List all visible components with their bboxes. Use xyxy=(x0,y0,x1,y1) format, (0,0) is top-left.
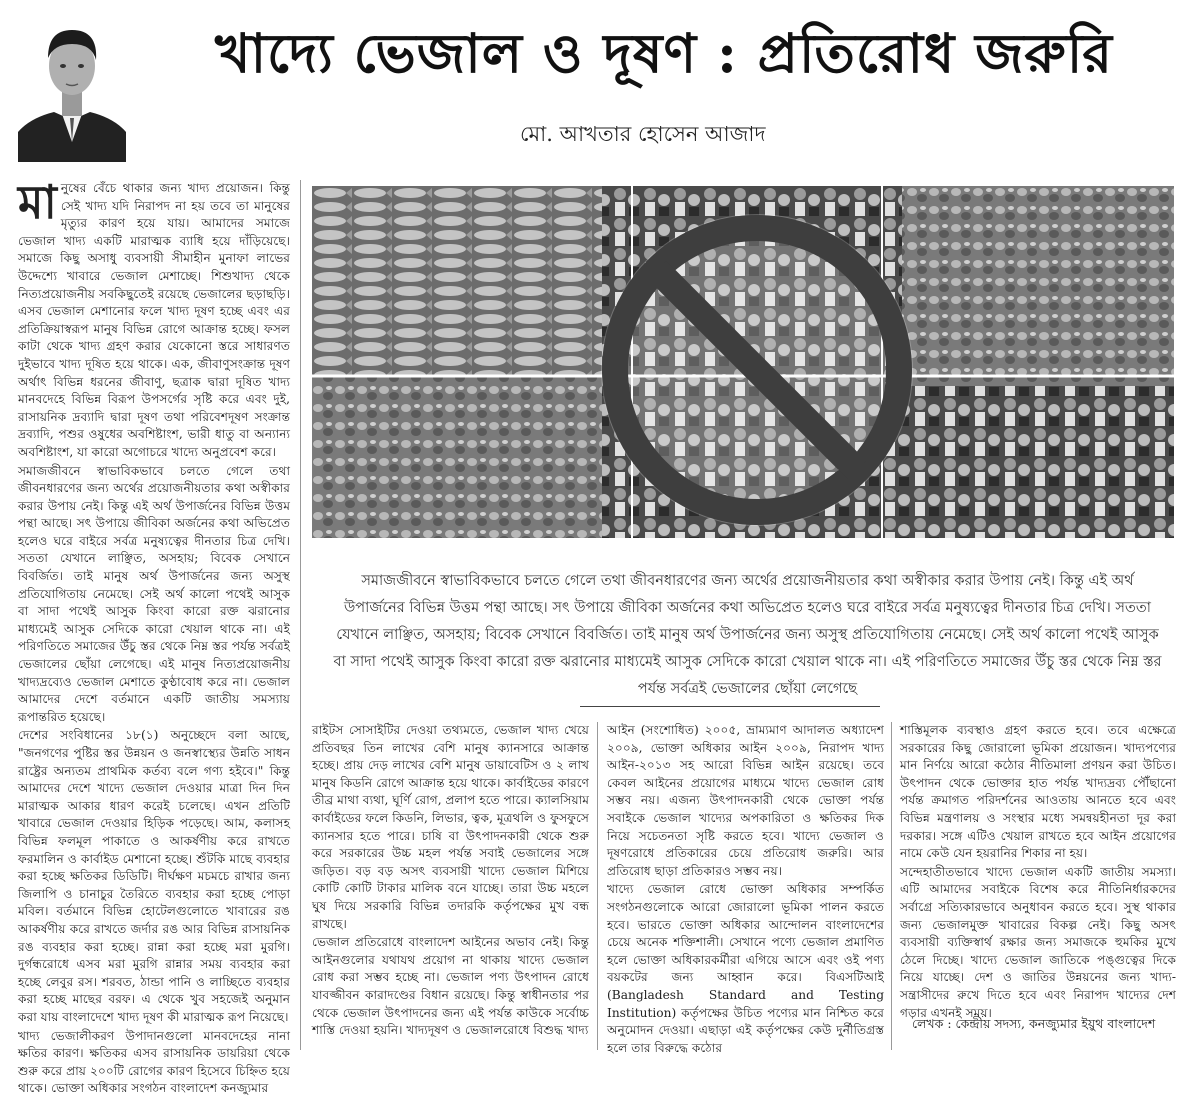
paragraph: খাদ্য ভেজালীকরণ উপাদানগুলো মানবদেহের নানা ক্ষতির কারণ। ক্ষতিকর এসব রাসায়নিক ডায়রিয়া থেকে শুরু করে প্রায় ২০০টি রোগের কারণ হিসেবে চিহ্নিত হয়ে থাকে। ভোক্তা অধিকার সংগঠন বাংলাদেশ কনজ্যুমার xyxy=(18,1028,290,1096)
feature-photo xyxy=(312,186,1174,538)
paragraph: সন্দেহাতীতভাবে খাদ্যে ভেজাল একটি জাতীয় সমস্যা। এটি আমাদের সবাইকে বিশেষ করে নীতিনির্ধারকদের সর্বাগ্রে সত্যিকারভাবে অনুধাবন করতে হবে। সুস্থ থাকার জন্য ভেজালমুক্ত খাবারের বিকল্প নেই। কিছু অসৎ ব্যবসায়ী ব্যক্তিস্বার্থ রক্ষার জন্য সমাজকে হুমকির মুখে ঠেলে দিচ্ছে। খাদ্যে ভেজাল জাতিকে পঙ্গুত্বের দিকে নিয়ে যাচ্ছে। দেশ ও জাতির উন্নয়নের জন্য খাদ্য-সন্ত্রাসীদের রুখে দিতে হবে এবং নিরাপদ খাদ্যের দেশ গড়ার এখনই সময়। xyxy=(900,864,1176,1020)
dropcap: মা xyxy=(18,175,57,229)
author-note: লেখক : কেন্দ্রীয় সদস্য, কনজ্যুমার ইয়ুথ বাংলাদেশ xyxy=(912,1016,1156,1031)
paragraph: আইন (সংশোধিত) ২০০৫, ভ্রাম্যমাণ আদালত অধ্যাদেশ ২০০৯, ভোক্তা অধিকার আইন ২০০৯, নিরাপদ খাদ্য আইন-২০১৩ সহ আরো বিভিন্ন আইন রয়েছে। তবে কেবল আইনের প্রয়োগের মাধ্যমে খাদ্যে ভেজাল রোধ সম্ভব নয়। এজন্য উৎপাদনকারী থেকে ভোক্তা পর্যন্ত সবাইকে ভেজাল খাদ্যের অপকারিতা ও ক্ষতিকর দিক নিয়ে সচেতনতা সৃষ্টি করতে হবে। খাদ্যে ভেজাল ও দূষণরোধে প্রতিকারের চেয়ে প্রতিরোধ জরুরি। আর প্রতিরোধ ছাড়া প্রতিকারও সম্ভব নয়। xyxy=(607,723,884,878)
pull-quote-divider xyxy=(580,706,880,707)
column-divider xyxy=(891,722,892,1050)
author-portrait xyxy=(18,10,126,162)
pull-quote: সমাজজীবনে স্বাভাবিকভাবে চলতে গেলে তথা জীবনধারণের জন্য অর্থের প্রয়োজনীয়তার কথা অস্বীকার করার উপায় নেই। কিন্তু এই অর্থ উপার্জনের বিভিন্ন উত্তম পন্থা আছে। সৎ উপায়ে জীবিকা অর্জনের কথা অভিপ্রেত হলেও ঘরে বাইরে সর্বত্র মনুষ্যত্বের দীনতার চিত্র দেখি। সততা যেখানে লাঞ্ছিত, অসহায়; বিবেক সেখানে বিবর্জিত। তাই মানুষ অর্থ উপার্জনের জন্য অসুস্থ প্রতিযোগিতায় নেমেছে। সেই অর্থ কালো পথেই আসুক বা সাদা পথেই আসুক কিংবা কারো রক্ত ঝরানোর মাধ্যমেই আসুক সেদিকে কারো খেয়াল থাকে না। এই পরিণতিতে সমাজের উঁচু স্তর থেকে নিম্ন স্তর পর্যন্ত সর্বত্রই ভেজালের ছোঁয়া লেগেছে xyxy=(333,573,1162,697)
column-3 xyxy=(607,722,884,1055)
paragraph: ভেজাল প্রতিরোধে বাংলাদেশ আইনের অভাব নেই। কিন্তু আইনগুলোর যথাযথ প্রয়োগ না থাকায় খাদ্যে ভেজাল রোধ করা সম্ভব হচ্ছে না। ভেজাল পণ্য উৎপাদন রোধে যাবজ্জীবন কারাদণ্ডের বিধান রয়েছে। কিন্তু স্বাধীনতার পর থেকে ভেজাল উৎপাদনের জন্য এই পর্যন্ত কাউকে সর্বোচ্চ শাস্তি দেওয়া হয়নি। খাদ্যদূষণ ও ভেজালরোধে বিশুদ্ধ খাদ্য xyxy=(312,935,589,1038)
headline: খাদ্যে ভেজাল ও দূষণ : প্রতিরোধ জরুরি xyxy=(215,21,1113,85)
column-2 xyxy=(312,722,589,1050)
paragraph: খাদ্যে ভেজাল রোধে ভোক্তা অধিকার সম্পর্কিত সংগঠনগুলোকে আরো জোরালো ভূমিকা পালন করতে হবে। ভারতে ভোক্তা অধিকার আন্দোলন বাংলাদেশের চেয়ে অনেক শক্তিশালী। সেখানে পণ্যে ভেজাল প্রমাণিত হলে ভোক্তা অধিকারকর্মীরা এগিয়ে আসে এবং ওই পণ্য বয়কটের জন্য আহ্বান করে। বিএসটিআই (Bangladesh Standard and Testing Institution) কর্তৃপক্ষের উচিত পণ্যের মান নিশ্চিত করে অনুমোদন দেওয়া। এছাড়া এই কর্তৃপক্ষের কেউ দুর্নীতিগ্রস্ত হলে তার বিরুদ্ধে কঠোর xyxy=(607,882,884,1055)
paragraph: সমাজজীবনে স্বাভাবিকভাবে চলতে গেলে তথা জীবনধারণের জন্য অর্থের প্রয়োজনীয়তার কথা অস্বীকার করার উপায় নেই। কিন্তু এই অর্থ উপার্জনের বিভিন্ন উত্তম পন্থা আছে। সৎ উপায়ে জীবিকা অর্জনের কথা অভিপ্রেত হলেও ঘরে বাইরে সর্বত্র মনুষ্যত্বের দীনতার চিত্র দেখি। সততা যেখানে লাঞ্ছিত, অসহায়; বিবেক সেখানে বিবর্জিত। তাই মানুষ অর্থ উপার্জনের জন্য অসুস্থ প্রতিযোগিতায় নেমেছে। সেই অর্থ কালো পথেই আসুক বা সাদা পথেই আসুক কিংবা কারো রক্ত ঝরানোর মাধ্যমেই আসুক সেদিকে কারো খেয়াল থাকে না। এই পরিণতিতে সমাজের উঁচু স্তর থেকে নিম্ন স্তর পর্যন্ত সর্বত্রই ভেজালের ছোঁয়া লেগেছে। এই মানুষ নিত্যপ্রয়োজনীয় খাদ্যদ্রব্যেও ভেজাল মেশাতে কুণ্ঠাবোধ করে না। ভেজাল আমাদের দেশে বর্তমানে একটি জাতীয় সমস্যায় রূপান্তরিত হয়েছে। xyxy=(18,463,290,724)
paragraph: শাস্তিমূলক ব্যবস্থাও গ্রহণ করতে হবে। তবে এক্ষেত্রে সরকারের কিছু জোরালো ভূমিকা প্রয়োজন। খাদ্যপণ্যের মান নির্ণয়ে আরো কঠোর নীতিমালা প্রণয়ন করা উচিত। উৎপাদন থেকে ভোক্তার হাত পর্যন্ত খাদ্যদ্রব্য পৌঁছানো পর্যন্ত ক্রমাগত পরিদর্শনের আওতায় আনতে হবে এবং বিভিন্ন মন্ত্রণালয় ও সংস্থার মধ্যে সমন্বয়হীনতা দূর করা দরকার। সঙ্গে এটিও খেয়াল রাখতে হবে আইন প্রয়োগের নামে কেউ যেন হয়রানির শিকার না হয়। xyxy=(900,723,1176,861)
column-1 xyxy=(18,175,290,1096)
paragraph: মানুষের বেঁচে থাকার জন্য খাদ্য প্রয়োজন। কিন্তু সেই খাদ্য যদি নিরাপদ না হয় তবে তা মানুষের মৃত্যুর কারণ হয়ে যায়। আমাদের সমাজে ভেজাল খাদ্য একটি মারাত্মক ব্যাধি হয়ে দাঁড়িয়েছে। সমাজে কিছু অসাধু ব্যবসায়ী সীমাহীন মুনাফা লাভের উদ্দেশ্যে খাবারে ভেজাল মেশাচ্ছে। শিশুখাদ্য থেকে নিত্যপ্রয়োজনীয় সবকিছুতেই রয়েছে ভেজালের ছড়াছড়ি। এসব ভেজাল মেশানোর ফলে খাদ্য দূষণ হচ্ছে এবং এর প্রতিক্রিয়াস্বরূপ মানুষ বিভিন্ন রোগে আক্রান্ত হচ্ছে। ফসল কাটা থেকে খাদ্য গ্রহণ করার যেকোনো স্তরে সাধারণত দুইভাবে খাদ্য দূষিত হয়ে থাকে। এক, জীবাণুসংক্রান্ত দূষণ অর্থাৎ বিভিন্ন ধরনের জীবাণু, ছত্রাক দ্বারা দূষিত খাদ্য মানবদেহে বিভিন্ন বিরূপ উপসর্গের সৃষ্টি করে এবং দুই, রাসায়নিক দ্রব্যাদি দ্বারা দূষণ তথা পরিবেশদূষণ সংক্রান্ত দ্রব্যাদি, পশুর ওষুধের অবশিষ্টাংশ, ভারী ধাতু বা অন্যান্য অবশিষ্টাংশ, যা কারো অগোচরে খাদ্যে অনুপ্রবেশ করে। xyxy=(18,175,290,459)
column-4 xyxy=(900,722,1176,1020)
paragraph: দেশের সংবিধানের ১৮(১) অনুচ্ছেদে বলা আছে, "জনগণের পুষ্টির স্তর উন্নয়ন ও জনস্বাস্থ্যের উন্নতি সাধন রাষ্ট্রের অন্যতম প্রাথমিক কর্তব্য বলে গণ্য হইবে।" কিন্তু আমাদের দেশে খাদ্যে ভেজাল দেওয়ার মাত্রা দিন দিন মারাত্মক আকার ধারণ করেই চলেছে। এখন প্রতিটি খাবারে ভেজাল দেওয়ার হিড়িক পড়েছে। আম, কলাসহ বিভিন্ন ফলমূল পাকাতে ও আকর্ষণীয় করে রাখতে ফরমালিন ও কার্বাইড মেশানো হচ্ছে। শুঁটকি মাছে ব্যবহার করা হচ্ছে ক্ষতিকর ডিডিটি। দীর্ঘক্ষণ মচমচে রাখার জন্য জিলাপি ও চানাচুর তৈরিতে ব্যবহার করা হচ্ছে পোড়া মবিল। বর্তমানে বিভিন্ন হোটেলগুলোতে খাবারের রঙ আকর্ষণীয় করে রাখতে জর্দার রঙ আর বিভিন্ন রাসায়নিক রঙ ব্যবহার করা হচ্ছে। রান্না করা হচ্ছে মরা মুরগি। দুর্গন্ধরোধে এসব মরা মুরগি রান্নার সময় ব্যবহার করা হচ্ছে লেবুর রস। শরবত, ঠান্ডা পানি ও লাচ্ছিতে ব্যবহার করা হচ্ছে মাছের বরফ। এ থেকে খুব সহজেই অনুমান করা যায় বাংলাদেশে খাদ্য দূষণ কী মারাত্মক রূপ নিয়েছে। xyxy=(18,728,290,1024)
column-divider xyxy=(300,180,301,1050)
column-divider xyxy=(597,722,598,1050)
byline: মো. আখতার হোসেন আজাদ xyxy=(520,122,766,146)
paragraph: রাইটস সোসাইটির দেওয়া তথ্যমতে, ভেজাল খাদ্য খেয়ে প্রতিবছর তিন লাখের বেশি মানুষ ক্যানসারে আক্রান্ত হচ্ছে। প্রায় দেড় লাখের বেশি মানুষ ডায়াবেটিস ও ২ লাখ মানুষ কিডনি রোগে আক্রান্ত হয়ে থাকে। কার্বাইডের কারণে তীব্র মাথা ব্যথা, ঘূর্ণি রোগ, প্রলাপ হতে পারে। ক্যালসিয়াম কার্বাইডের ফলে কিডনি, লিভার, ত্বক, মূত্রথলি ও ফুসফুসে ক্যানসার হতে পারে। চাষি বা উৎপাদনকারী থেকে শুরু করে সরকারের উচ্চ মহল পর্যন্ত সবাই ভেজালের সঙ্গে জড়িত। বড় বড় অসৎ ব্যবসায়ী খাদ্যে ভেজাল মিশিয়ে কোটি কোটি টাকার মালিক বনে যাচ্ছে। তারা উচ্চ মহলে ঘুষ দিয়ে সরকারি বিভিন্ন তদারকি কর্তৃপক্ষের মুখ বন্ধ রাখছে। xyxy=(312,723,589,931)
